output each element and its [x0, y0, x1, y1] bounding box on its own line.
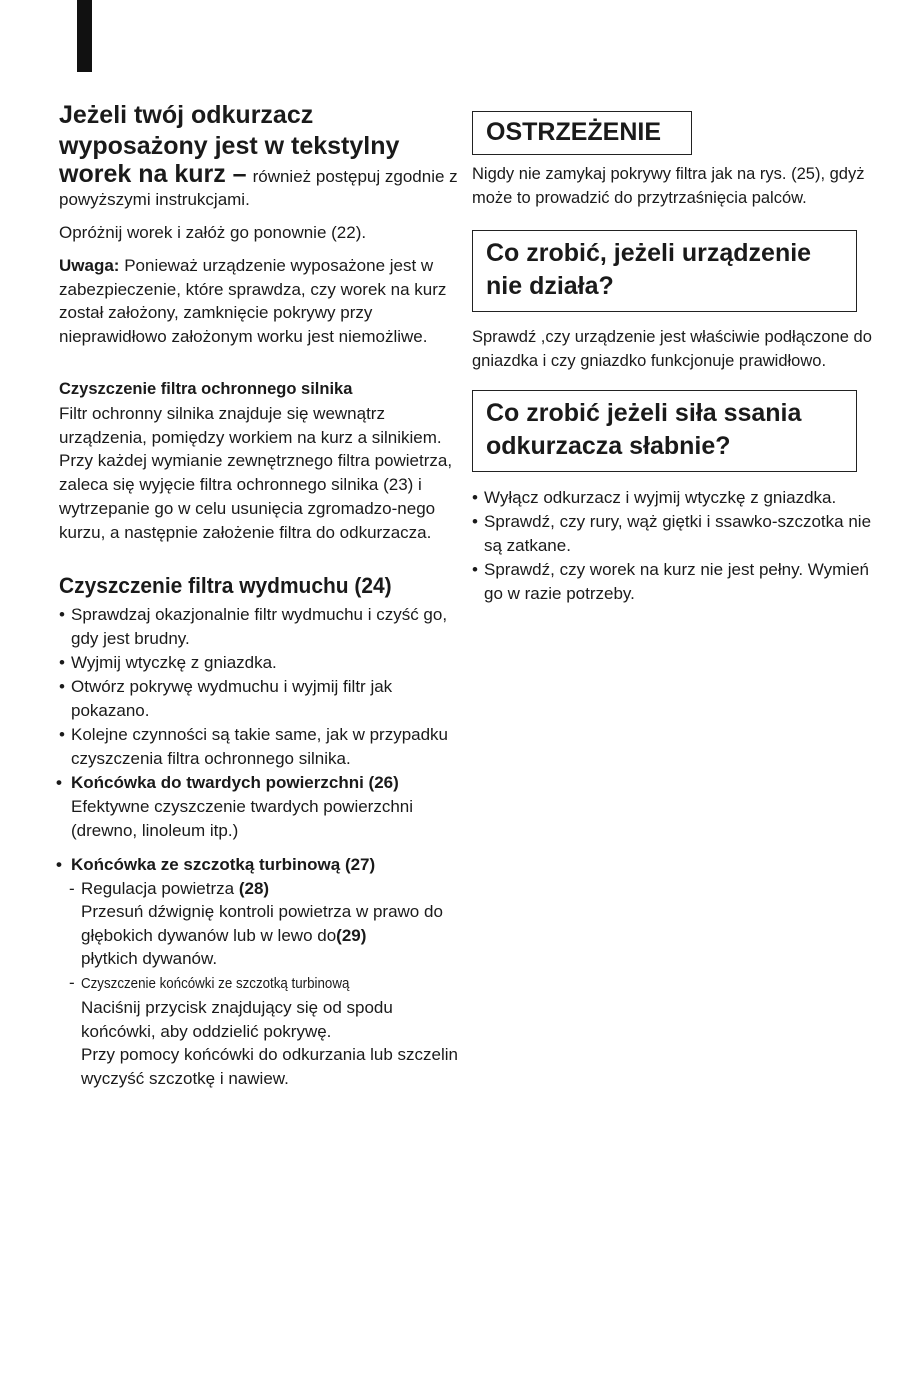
page-tab-marker — [77, 0, 92, 72]
turbo-brush-item: • Końcówka ze szczotką turbinową (27) — [56, 854, 376, 874]
not-working-title: Co zrobić, jeżeli urządzenie nie działa? — [486, 239, 812, 300]
empty-bag-instruction: Opróżnij worek i załóż go ponownie (22). — [59, 223, 367, 242]
turbo-cleaning-label: Czyszczenie końcówki ze szczotką turbinową — [81, 975, 350, 992]
note-paragraph — [59, 254, 459, 349]
motor-filter-section — [59, 377, 459, 545]
air-regulation-ref: (28) — [238, 878, 270, 898]
list-item: • Wyjmij wtyczkę z gniazdka. — [59, 652, 277, 672]
list-item: • Wyłącz odkurzacz i wyjmij wtyczkę z gniazdka. — [472, 488, 837, 507]
textile-bag-heading: Jeżeli twój odkurzacz wyposażony jest w tekstylny — [59, 101, 400, 160]
list-item: • Otwórz pokrywę wydmuchu i wyjmij filtr jak pokazano. — [59, 676, 393, 720]
weak-suction-box — [472, 390, 857, 472]
turbo-cleaning-text-2: Przy pomocy końcówki do odkurzania lub szczelin wyczyść szczotkę i nawiew. — [81, 1045, 459, 1088]
textile-bag-heading-tail: worek na kurz – — [59, 160, 247, 188]
air-regulation-item: - Regulacja powietrza (28) Przesuń dźwignię kontroli powietrza w prawo do głębokich dywanów lub w lewo do(29) płytkich dywanów. — [69, 878, 443, 969]
motor-filter-text: Filtr ochronny silnika znajduje się wewnątrz urządzenia, pomiędzy workiem na kurz a silnikiem. Przy każdej wymianie zewnętrznego filtra powietrza, zaleca się wyjęcie filtra ochronnego silnika (23) i wytrzepanie go w celu usunięcia zgromadzo-nego kurzu, a następnie założenie filtra do odkurzacza. — [59, 403, 453, 542]
list-item: • Kolejne czynności są takie same, jak w przypadku czyszczenia filtra ochronnego silnika. — [59, 724, 449, 768]
note-text: Ponieważ urządzenie wyposażone jest w zabezpieczenie, które sprawdza, czy worek na kurz został założony, zamknięcie pokrywy przy nieprawidłowo założonym worku jest niemożliwe. — [59, 255, 447, 347]
air-regulation-label: Regulacja powietrza — [81, 878, 235, 898]
weak-suction-list — [472, 486, 872, 606]
air-regulation-text: Przesuń dźwignię kontroli powietrza w prawo do głębokich dywanów lub w lewo do — [81, 902, 443, 945]
hard-floor-nozzle-item: • Końcówka do twardych powierzchni (26) Efektywne czyszczenie twardych powierzchni (drewno, linoleum itp.) — [56, 772, 414, 840]
exhaust-filter-list — [59, 603, 459, 771]
warning-text: Nigdy nie zamykaj pokrywy filtra jak na rys. (25), gdyż może to prowadzić do przytrzaśnięcia palców. — [472, 165, 865, 207]
left-column — [56, 100, 459, 1090]
hard-floor-nozzle-text: Efektywne czyszczenie twardych powierzchni (drewno, linoleum itp.) — [71, 796, 414, 840]
textile-bag-intro — [59, 160, 459, 211]
right-column — [472, 100, 872, 606]
textile-bag-intro-text: również postępuj zgodnie z powyższymi instrukcjami. — [59, 167, 458, 209]
turbo-cleaning-text: Naciśnij przycisk znajdujący się od spodu końcówki, aby oddzielić pokrywę. — [81, 998, 393, 1041]
air-regulation-ref-2: (29) — [336, 925, 367, 945]
motor-filter-heading: Czyszczenie filtra ochronnego silnika — [59, 379, 353, 398]
exhaust-filter-heading: Czyszczenie filtra wydmuchu (24) — [59, 572, 392, 598]
list-item: • Sprawdź, czy rury, wąż giętki i ssawko-szczotka nie są zatkane. — [472, 512, 872, 555]
turbo-brush-title: Końcówka ze szczotką turbinową (27) — [71, 854, 376, 874]
air-regulation-text-end: płytkich dywanów. — [81, 949, 218, 969]
hard-floor-nozzle-title: Końcówka do twardych powierzchni (26) — [71, 772, 399, 792]
not-working-box — [472, 230, 857, 312]
warning-box — [472, 111, 692, 155]
turbo-cleaning-item: - Czyszczenie końcówki ze szczotką turbinową Naciśnij przycisk znajdujący się od spodu końcówki, aby oddzielić pokrywę. Przy pomocy końcówki do odkurzania lub szczelin wyczyść szczotkę i nawiew. — [69, 972, 459, 1088]
list-item: • Sprawdzaj okazjonalnie filtr wydmuchu i czyść go, gdy jest brudny. — [59, 604, 448, 648]
warning-title: OSTRZEŻENIE — [486, 118, 662, 146]
not-working-text: Sprawdź ,czy urządzenie jest właściwie podłączone do gniazdka i czy gniazdko funkcjonuje prawidłowo. — [472, 328, 872, 370]
weak-suction-title: Co zrobić jeżeli siła ssania odkurzacza słabnie? — [486, 399, 802, 460]
note-label: Uwaga: — [59, 255, 120, 275]
list-item: • Sprawdź, czy worek na kurz nie jest pełny. Wymień go w razie potrzeby. — [472, 560, 870, 603]
